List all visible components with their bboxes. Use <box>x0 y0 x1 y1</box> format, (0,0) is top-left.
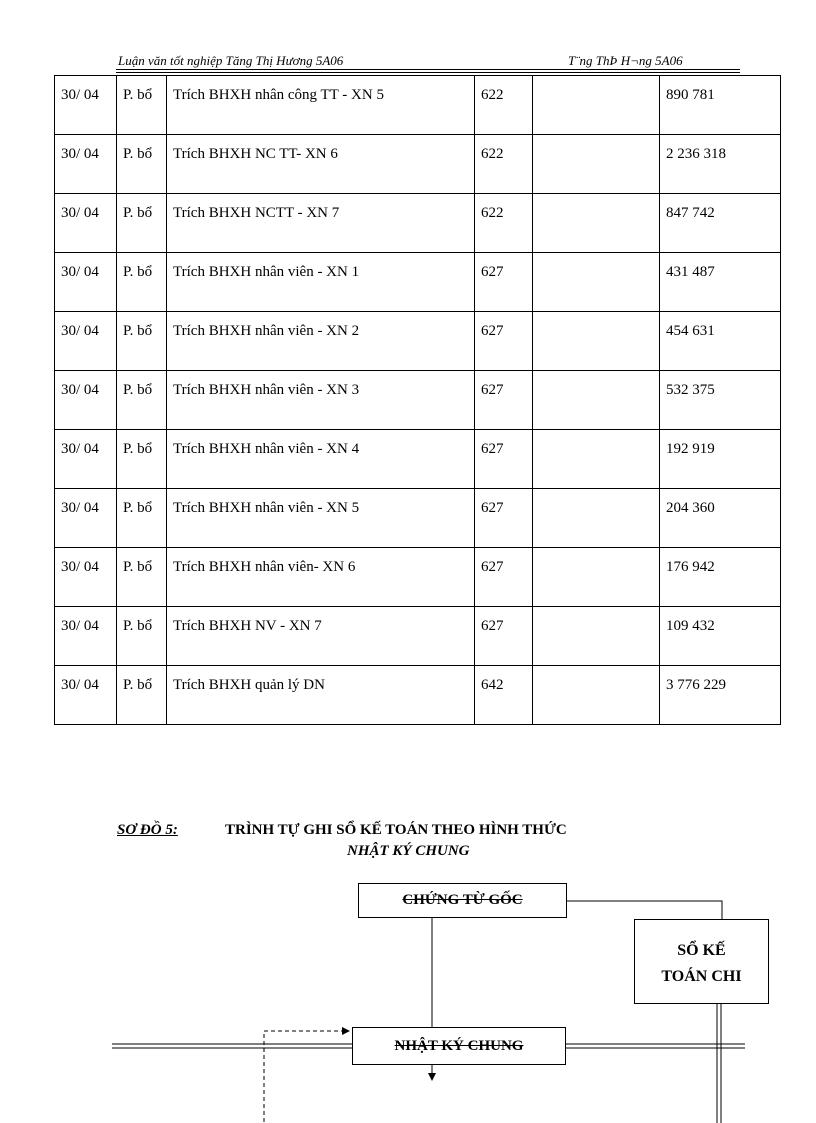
box-detail-ledger <box>634 919 769 1004</box>
cell-account: 627 <box>475 607 533 666</box>
cell-account: 627 <box>475 489 533 548</box>
cell-doc-type: P. bổ <box>117 666 167 725</box>
cell-doc-type: P. bổ <box>117 489 167 548</box>
box-source-documents: CHỨNG TỪ GỐC <box>358 883 567 918</box>
cell-amount: 109 432 <box>660 607 781 666</box>
cell-date: 30/ 04 <box>55 194 117 253</box>
cell-date: 30/ 04 <box>55 371 117 430</box>
cell-description: Trích BHXH nhân viên - XN 5 <box>167 489 475 548</box>
cell-date: 30/ 04 <box>55 666 117 725</box>
cell-amount: 431 487 <box>660 253 781 312</box>
cell-doc-type: P. bổ <box>117 371 167 430</box>
cell-amount: 204 360 <box>660 489 781 548</box>
cell-date: 30/ 04 <box>55 135 117 194</box>
cell-date: 30/ 04 <box>55 312 117 371</box>
box-ledger-line2: TOÁN CHI <box>661 968 742 985</box>
cell-doc-type: P. bổ <box>117 135 167 194</box>
cell-amount: 532 375 <box>660 371 781 430</box>
cell-account: 627 <box>475 371 533 430</box>
cell-description: Trích BHXH NCTT - XN 7 <box>167 194 475 253</box>
cell-doc-type: P. bổ <box>117 430 167 489</box>
cell-doc-type: P. bổ <box>117 607 167 666</box>
cell-description: Trích BHXH nhân viên - XN 2 <box>167 312 475 371</box>
cell-date: 30/ 04 <box>55 548 117 607</box>
box-ledger-line1: SỔ KẾ <box>677 942 726 959</box>
cell-doc-type: P. bổ <box>117 194 167 253</box>
cell-account: 627 <box>475 253 533 312</box>
header-left-text: Luận văn tốt nghiệp Tăng Thị Hương 5A06 <box>118 53 344 68</box>
cell-amount: 2 236 318 <box>660 135 781 194</box>
cell-amount: 454 631 <box>660 312 781 371</box>
cell-description: Trích BHXH nhân viên - XN 4 <box>167 430 475 489</box>
cell-amount: 3 776 229 <box>660 666 781 725</box>
connector-dashed-into-journal <box>264 1031 349 1122</box>
cell-description: Trích BHXH quản lý DN <box>167 666 475 725</box>
cell-doc-type: P. bổ <box>117 548 167 607</box>
cell-description: Trích BHXH nhân viên- XN 6 <box>167 548 475 607</box>
diagram-subtitle: NHẬT KÝ CHUNG <box>347 843 470 859</box>
cell-description: Trích BHXH nhân viên - XN 3 <box>167 371 475 430</box>
diagram-label: SƠ ĐỒ 5: <box>117 822 178 838</box>
cell-doc-type: P. bổ <box>117 76 167 135</box>
cell-amount: 192 919 <box>660 430 781 489</box>
cell-account: 627 <box>475 312 533 371</box>
header-right-text: T¨ng ThÞ H¬ng 5A06 <box>568 53 683 68</box>
cell-description: Trích BHXH nhân công TT - XN 5 <box>167 76 475 135</box>
cell-account: 622 <box>475 76 533 135</box>
box-general-journal: NHẬT KÝ CHUNG <box>352 1027 566 1065</box>
cell-doc-type: P. bổ <box>117 253 167 312</box>
cell-account: 622 <box>475 194 533 253</box>
cell-amount: 890 781 <box>660 76 781 135</box>
cell-date: 30/ 04 <box>55 430 117 489</box>
cell-account: 642 <box>475 666 533 725</box>
cell-description: Trích BHXH NC TT- XN 6 <box>167 135 475 194</box>
cell-account: 627 <box>475 548 533 607</box>
cell-description: Trích BHXH NV - XN 7 <box>167 607 475 666</box>
cell-date: 30/ 04 <box>55 253 117 312</box>
cell-date: 30/ 04 <box>55 489 117 548</box>
cell-date: 30/ 04 <box>55 607 117 666</box>
cell-amount: 847 742 <box>660 194 781 253</box>
cell-amount: 176 942 <box>660 548 781 607</box>
diagram-title: TRÌNH TỰ GHI SỔ KẾ TOÁN THEO HÌNH THỨC <box>225 822 567 838</box>
cell-doc-type: P. bổ <box>117 312 167 371</box>
cell-date: 30/ 04 <box>55 76 117 135</box>
cell-account: 627 <box>475 430 533 489</box>
cell-account: 622 <box>475 135 533 194</box>
cell-description: Trích BHXH nhân viên - XN 1 <box>167 253 475 312</box>
